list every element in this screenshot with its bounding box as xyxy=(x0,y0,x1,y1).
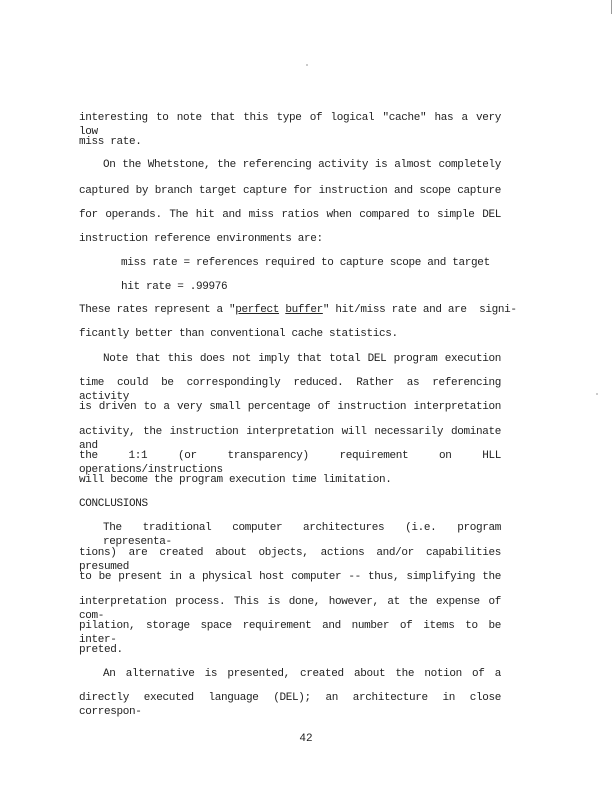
text-line: miss rate. xyxy=(79,136,142,148)
text-line: is driven to a very small percentage of instruction interpretation xyxy=(79,401,501,413)
scan-speck xyxy=(306,64,308,66)
formula-line: miss rate = references required to capture scope and target xyxy=(121,257,490,269)
text-line: tions) are created about objects, actions and/or capabilities presumed xyxy=(79,547,501,573)
text-line: activity, the instruction interpretation will necessarily dominate and xyxy=(79,426,501,452)
scan-speck xyxy=(596,393,598,395)
text-line: captured by branch target capture for instruction and scope capture xyxy=(79,185,501,197)
text-line: pilation, storage space requirement and number of items to be inter- xyxy=(79,620,501,646)
text-line: time could be correspondingly reduced. Rather as referencing activity xyxy=(79,377,501,403)
text-line: preted. xyxy=(79,644,123,656)
text-segment: " hit/miss rate and are signi- xyxy=(322,304,517,316)
text-line: directly executed language (DEL); an architecture in close correspon- xyxy=(79,692,501,718)
text-line: ficantly better than conventional cache statistics. xyxy=(79,328,398,340)
text-line: An alternative is presented, created about the notion of a xyxy=(103,668,501,680)
section-heading: CONCLUSIONS xyxy=(79,498,148,510)
text-line: to be present in a physical host computer -- thus, simplifying the xyxy=(79,571,501,583)
formula-line: hit rate = .99976 xyxy=(121,281,228,293)
text-line: instruction reference environments are: xyxy=(79,233,323,245)
text-line: Note that this does not imply that total DEL program execution xyxy=(103,353,501,365)
underlined-word-buffer: buffer xyxy=(285,304,323,316)
text-line xyxy=(79,303,517,317)
text-line: will become the program execution time limitation. xyxy=(79,474,392,486)
text-line: On the Whetstone, the referencing activity is almost completely xyxy=(103,159,501,171)
text-line: interesting to note that this type of logical "cache" has a very low xyxy=(79,112,501,138)
text-line: The traditional computer architectures (i.e. program representa- xyxy=(103,522,501,548)
text-line: interpretation process. This is done, however, at the expense of com- xyxy=(79,596,501,622)
text-line: the 1:1 (or transparency) requirement on HLL operations/instructions xyxy=(79,450,501,476)
text-line: for operands. The hit and miss ratios when compared to simple DEL xyxy=(79,209,501,221)
page-number: 42 xyxy=(299,733,313,745)
underlined-word-perfect: perfect xyxy=(235,304,280,316)
text-segment: These rates represent a " xyxy=(79,304,236,316)
